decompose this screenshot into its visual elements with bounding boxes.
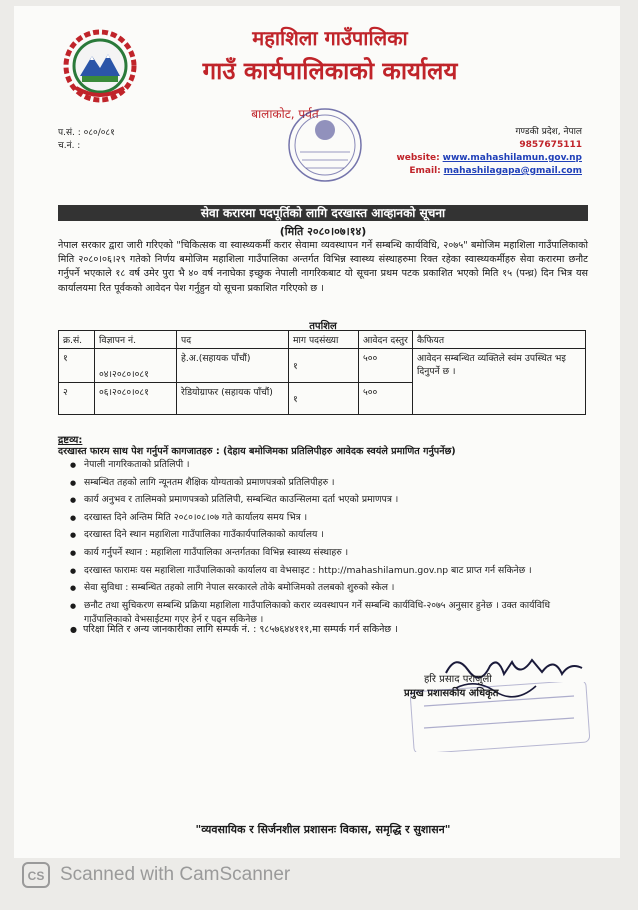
notice-date: (मिति २०८०।०७।१४) [279, 225, 367, 238]
signatory-name: हरि प्रसाद पराजुली [424, 674, 492, 685]
notes-list [70, 458, 590, 631]
list-item: ● दरखास्त फारामः यस महाशिला गाउँपालिकाको कार्यालय वा वेभसाइट : http://mahashilamun.gov.np बाट प्राप्त गर्न सकिनेछ । [70, 564, 590, 578]
email-label: Email: [409, 166, 441, 176]
list-item: ● छनौट तथा सुचिकरण सम्बन्धि प्रक्रिया महाशिला गाउँपालिकाको करार व्यवस्थापन गर्ने सम्बन्धि कार्यविधि-२०७५ अनुसार हुनेछ । उक्त कार्यविधि गाउँपालिकाको वेभसाईटमा गएर हेर्न र पढ्न सकिनेछ । [70, 599, 590, 628]
org-name: महाशिला गाउँपालिका [252, 26, 408, 50]
header-cell: पद [177, 331, 289, 349]
signatory-title: प्रमुख प्रशासकीय अधिकृत [404, 688, 499, 699]
header-cell: क्र.सं. [59, 331, 95, 349]
contact-text: परिक्षा मिति र अन्य जानकारीका लागि सम्पर्क नं. : ९८५७६४४१११,मा सम्पर्क गर्न सकिनेछ । [82, 624, 398, 635]
website-link[interactable]: www.mahashilamun.gov.np [442, 153, 582, 163]
website-label: website: [396, 153, 440, 163]
contact-block [396, 126, 582, 178]
table-cell: २ [59, 383, 95, 415]
office-location: बालाकोट, पर्वत [251, 107, 319, 121]
footer-motto: "व्यवसायिक र सिर्जनशील प्रशासनः विकास, समृद्धि र सुशासन" [195, 823, 451, 836]
list-item: ● दरखास्त दिने अन्तिम मिति २०८०।०८।०७ गते कार्यालय समय भित्र । [70, 511, 590, 525]
table-header-row [59, 331, 586, 349]
table-cell: ५०० [359, 349, 413, 383]
office-seal-stamp [270, 100, 380, 210]
table-caption: तपशिल [309, 321, 337, 332]
list-item: ● नेपाली नागरिकताको प्रतिलिपी । [70, 458, 590, 472]
nepal-emblem-logo [62, 28, 138, 104]
remarks-cell: आवेदन सम्बन्धित व्यक्तिले स्वंम उपस्थित भइ दिनुपर्ने छ । [413, 349, 586, 415]
ref-number: प.सं. : ०८०/०८१ [58, 128, 115, 138]
header-cell: विज्ञापन नं. [95, 331, 177, 349]
camscanner-logo-icon [22, 862, 50, 888]
office-name: गाउँ कार्यपालिकाको कार्यालय [202, 57, 458, 85]
email-link[interactable]: mahashilagapa@gmail.com [443, 166, 582, 176]
header-cell: आवेदन दस्तुर [359, 331, 413, 349]
table-cell: ०४।२०८०।०८१ [95, 349, 177, 383]
contact-note [70, 622, 590, 635]
list-item: ● दरखास्त दिने स्थान महाशिला गाउँपालिका गाउँकार्यपालिकाको कार्यालय । [70, 528, 590, 542]
vacancy-table [58, 330, 586, 415]
table-cell: ०६।२०८०।०८१ [95, 383, 177, 415]
bullet-icon: ● [70, 625, 77, 634]
table-cell: १ [289, 383, 359, 415]
table-cell: १ [59, 349, 95, 383]
notice-title: सेवा करारमा पदपूर्तिको लागि दरखास्त आव्हानको सूचना [58, 205, 588, 221]
list-item: ● कार्य गर्नुपर्ने स्थान : महाशिला गाउँपालिका अन्तर्गतका विभिन्न स्वास्थ्य संस्थाहरु । [70, 546, 590, 560]
phone-number: 9857675111 [519, 140, 582, 150]
table-cell: ५०० [359, 383, 413, 415]
header-cell: कैफियत [413, 331, 586, 349]
list-item: ● सम्बन्धित तहको लागि न्यूनतम शैक्षिक योग्यताको प्रमाणपत्रको प्रतिलिपीहरु । [70, 476, 590, 490]
dispatch-number: च.नं. : [58, 141, 81, 151]
camscanner-watermark: Scanned with CamScanner [60, 864, 291, 885]
header-cell: माग पदसंख्या [289, 331, 359, 349]
officer-stamp [410, 682, 590, 752]
list-item: ● कार्य अनुभव र तालिमको प्रमाणपत्रको प्रतिलिपी, सम्बन्धित काउन्सिलमा दर्ता भएको प्रमाणपत्र । [70, 493, 590, 507]
svg-text:CS: CS [27, 869, 45, 883]
notes-subheading: दरखास्त फारम साथ पेश गर्नुपर्ने कागजातहरु : (देहाय बमोजिमका प्रतिलिपीहरु आवेदक स्वयंले प्रमाणित गर्नुपर्नेछ) [58, 446, 456, 457]
province: गण्डकी प्रदेश, नेपाल [515, 127, 582, 137]
list-item: ● सेवा सुविधा : सम्बन्धित तहको लागि नेपाल सरकारले तोके बमोजिमको तलबको शुरुको स्केल । [70, 581, 590, 595]
table-cell: रेडियोग्राफर (सहायक पाँचौं) [177, 383, 289, 415]
table-row [59, 349, 586, 383]
table-cell: हे.अ.(सहायक पाँचौं) [177, 349, 289, 383]
notice-body: नेपाल सरकार द्वारा जारी गरिएको "चिकित्सक वा स्वास्थ्यकर्मी करार सेवामा व्यवस्थापन गर्ने सम्बन्धि कार्यविधि, २०७५" बमोजिम महाशिला गाउँपालिकाको मिति २०८०।०६।२९ गतेको निर्णय बमोजिम महाशिला गाउँपालिका अन्तर्गत विभिन्न स्वास्थ्य संस्थाहरुमा रिक्त रहेका स्वास्थ्यकर्मीहरु सेवा करारमा छनौट गर्नुपर्ने भएकाले १८ वर्ष उमेर पुरा भै ४० वर्ष ननाघेका इच्छुक नेपाली नागरिकबाट यो सूचना प्रथम पटक प्रकाशित भएको मिति १५ (पन्ध्र) दिन भित्र यस कार्यालयमा रित पूर्वकको आवेदन पेश गर्नुहुन यो सूचना प्रकाशित गरिएको छ । [58, 240, 588, 294]
notes-heading: द्रष्टव्य: [58, 435, 83, 446]
table-cell: १ [289, 349, 359, 383]
reference-block [58, 127, 115, 153]
